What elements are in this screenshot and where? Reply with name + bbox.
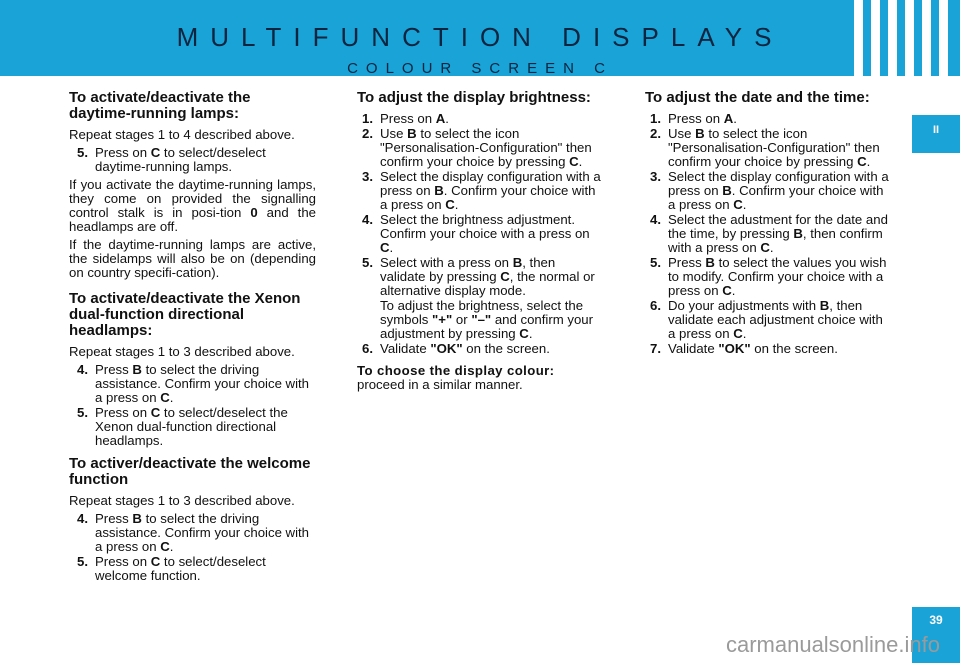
- step-item: [645, 299, 892, 341]
- step-text: Use: [380, 126, 408, 141]
- step-item: [357, 213, 604, 255]
- intro-text: Repeat stages 1 to 4 described above.: [69, 127, 295, 142]
- paragraph-text: and the headlamps are off.: [69, 205, 317, 234]
- column-2: [357, 90, 604, 392]
- step-text: or: [452, 312, 472, 327]
- colour-instruction-text: proceed in a similar manner.: [357, 377, 523, 392]
- watermark: carmanualsonline.info: [725, 632, 940, 657]
- key-label: B: [132, 362, 142, 377]
- step-number: 2.: [650, 126, 661, 141]
- step-item: [645, 213, 892, 255]
- key-label: C: [150, 554, 161, 569]
- key-label: 0: [250, 205, 258, 220]
- step-item: [645, 342, 892, 356]
- step-text: Press on: [95, 145, 151, 160]
- step-number: 4.: [362, 212, 373, 227]
- step-text: on the screen.: [750, 341, 838, 356]
- step-text: , then validate by pressing: [380, 255, 556, 284]
- step-item: [645, 127, 892, 169]
- step-item: [645, 256, 892, 298]
- step-text: Select the adustment for the date and the time, by pressing: [668, 212, 888, 241]
- step-text: .: [742, 197, 747, 212]
- page-subtitle: COLOUR SCREEN C: [347, 60, 613, 77]
- step-text: to select/deselect welcome function.: [95, 554, 266, 583]
- step-number: 3.: [650, 169, 661, 184]
- key-label: A: [723, 111, 734, 126]
- step-number: 4.: [77, 511, 88, 526]
- step-text: to select/deselect the Xenon dual-function directional headlamps.: [95, 405, 288, 448]
- step-text: , then confirm with a press on: [668, 226, 883, 255]
- page-number: 39: [912, 607, 960, 663]
- key-label: C: [733, 197, 743, 212]
- step-item: [357, 256, 604, 298]
- key-label: C: [857, 154, 867, 169]
- step-text: .: [169, 390, 174, 405]
- step-text: .: [169, 539, 174, 554]
- key-label: B: [819, 298, 830, 313]
- step-text: to select the icon "Personalisation-Configuration" then confirm your choice by pressing: [668, 126, 880, 169]
- column-1: [69, 90, 316, 584]
- step-number: 1.: [362, 111, 373, 126]
- paragraph-text: If you activate the daytime-running lamps, they come on provided the signalling control stalk is in posi-tion: [69, 177, 316, 220]
- step-text: to select the icon "Personalisation-Configuration" then confirm your choice by pressing: [380, 126, 592, 169]
- step-text: Press on: [95, 554, 151, 569]
- symbol-label: "–": [471, 312, 492, 327]
- step-text: Use: [668, 126, 696, 141]
- intro-text: Repeat stages 1 to 3 described above.: [69, 344, 295, 359]
- step-text: .: [742, 326, 747, 341]
- step-text: .: [445, 111, 449, 126]
- step-item: [357, 342, 604, 356]
- step-text: .: [769, 240, 774, 255]
- key-label: C: [160, 390, 170, 405]
- symbol-label: "+": [432, 312, 453, 327]
- step-item: [73, 146, 316, 174]
- key-label: C: [760, 240, 770, 255]
- key-label: C: [733, 326, 743, 341]
- step-number: 5.: [362, 255, 373, 270]
- key-label: A: [435, 111, 446, 126]
- step-continuation: [357, 299, 604, 341]
- step-item: [73, 512, 316, 554]
- step-number: 2.: [362, 126, 373, 141]
- step-text: to select the values you wish to modify. Confirm your choice with a press on: [668, 255, 887, 298]
- key-label: B: [512, 255, 523, 270]
- step-text: .: [528, 326, 533, 341]
- key-label: C: [150, 405, 161, 420]
- step-text: .: [389, 240, 394, 255]
- key-label: C: [380, 240, 390, 255]
- step-text: Select with a press on: [380, 255, 513, 270]
- page-title: MULTIFUNCTION DISPLAYS: [176, 22, 784, 52]
- chapter-tab[interactable]: II: [912, 115, 960, 153]
- key-label: C: [150, 145, 161, 160]
- step-text: To adjust the brightness, select the symbols: [380, 298, 584, 327]
- step-number: 5.: [650, 255, 661, 270]
- key-label: C: [569, 154, 579, 169]
- ok-label: "OK": [430, 341, 463, 356]
- key-label: C: [500, 269, 510, 284]
- step-text: .: [733, 111, 737, 126]
- section-heading: To adjust the display brightness:: [357, 89, 591, 106]
- step-text: . Confirm your choice with a press on: [668, 183, 884, 212]
- step-text: Select the display configuration with a press on: [668, 169, 889, 198]
- step-text: Do your adjustments with: [668, 298, 820, 313]
- step-text: to select the driving assistance. Confirm your choice with a press on: [95, 511, 310, 554]
- key-label: B: [132, 511, 142, 526]
- step-text: Validate: [668, 341, 719, 356]
- key-label: B: [407, 126, 417, 141]
- key-label: C: [160, 539, 170, 554]
- section-heading: To adjust the date and the time:: [645, 89, 870, 106]
- key-label: B: [793, 226, 803, 241]
- step-text: Press: [668, 255, 706, 270]
- step-text: Press: [95, 362, 133, 377]
- step-text: Validate: [380, 341, 431, 356]
- step-number: 4.: [77, 362, 88, 377]
- step-item: [357, 112, 604, 126]
- key-label: B: [434, 183, 444, 198]
- step-item: [357, 170, 604, 212]
- step-text: on the screen.: [462, 341, 550, 356]
- section-heading: To activate/deactivate the daytime-running lamps:: [69, 89, 251, 122]
- column-3: [645, 90, 892, 357]
- step-item: [73, 406, 316, 448]
- paragraph: [69, 178, 316, 234]
- key-label: C: [519, 326, 529, 341]
- step-number: 3.: [362, 169, 373, 184]
- key-label: B: [705, 255, 715, 270]
- paragraph: If the daytime-running lamps are active, the sidelamps will also be on (depending on country specifi-cation).: [69, 237, 316, 280]
- step-number: 5.: [77, 145, 88, 160]
- step-number: 7.: [650, 341, 661, 356]
- step-text: .: [731, 283, 736, 298]
- key-label: B: [695, 126, 705, 141]
- step-number: 6.: [362, 341, 373, 356]
- step-text: , then validate each adjustment choice with a press on: [668, 298, 883, 341]
- step-text: Select the brightness adjustment. Confirm your choice with a press on: [380, 212, 590, 241]
- step-item: [357, 127, 604, 169]
- step-number: 6.: [650, 298, 661, 313]
- step-number: 1.: [650, 111, 661, 126]
- step-number: 5.: [77, 554, 88, 569]
- step-number: 5.: [77, 405, 88, 420]
- colour-instruction-heading: To choose the display colour:: [357, 363, 555, 378]
- step-number: 4.: [650, 212, 661, 227]
- step-text: to select/deselect daytime-running lamps.: [95, 145, 266, 174]
- step-item: [645, 112, 892, 126]
- ok-label: "OK": [718, 341, 751, 356]
- step-text: to select the driving assistance. Confirm your choice with a press on: [95, 362, 310, 405]
- step-text: Press on: [95, 405, 151, 420]
- header-banner: [0, 0, 960, 76]
- step-item: [73, 555, 316, 583]
- step-text: , the normal or alternative display mode.: [380, 269, 595, 298]
- intro-text: Repeat stages 1 to 3 described above.: [69, 493, 295, 508]
- step-text: .: [578, 154, 583, 169]
- key-label: C: [445, 197, 455, 212]
- step-text: .: [866, 154, 871, 169]
- section-heading: To activer/deactivate the welcome function: [69, 455, 311, 488]
- step-text: Press on: [668, 111, 724, 126]
- step-text: .: [454, 197, 459, 212]
- section-heading: To activate/deactivate the Xenon dual-function directional headlamps:: [69, 290, 301, 339]
- step-item: [73, 363, 316, 405]
- step-text: . Confirm your choice with a press on: [380, 183, 596, 212]
- key-label: C: [722, 283, 732, 298]
- step-text: Press: [95, 511, 133, 526]
- key-label: B: [722, 183, 732, 198]
- step-text: and confirm your adjustment by pressing: [380, 312, 594, 341]
- step-text: Select the display configuration with a press on: [380, 169, 601, 198]
- step-item: [645, 170, 892, 212]
- step-text: Press on: [380, 111, 436, 126]
